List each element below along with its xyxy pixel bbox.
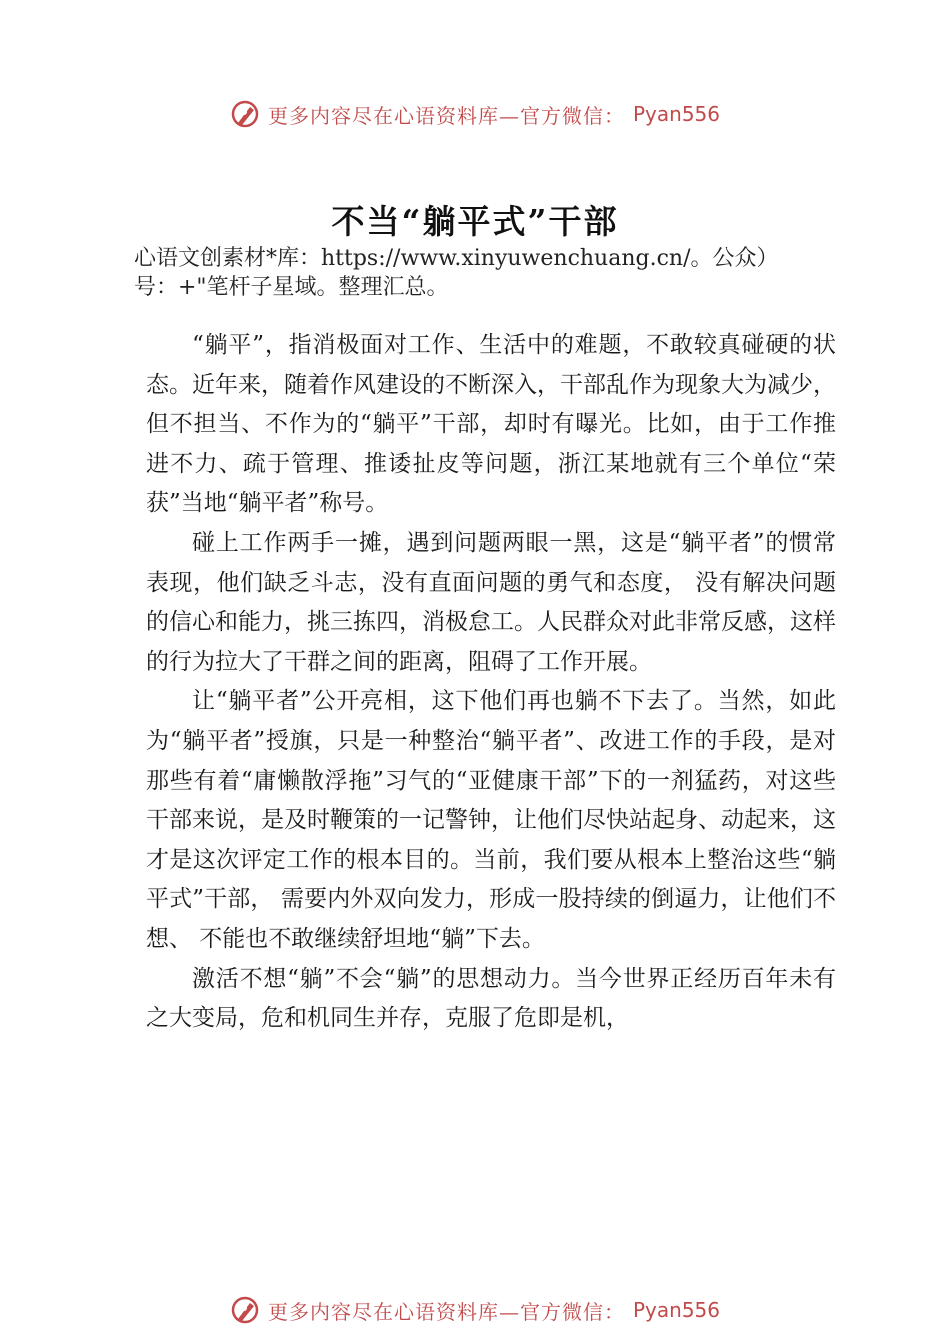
article-title: 不当“躺平式”干部: [331, 202, 619, 241]
footer-banner: [0, 1290, 950, 1330]
footer-wechat-id: Pyan556: [632, 1298, 720, 1322]
paragraph: 碰上工作两手一摊，遇到问题两眼一黑，这是“躺平者”的惯常表现，他们缺乏斗志，没有直面问题的勇气和态度， 没有解决问题的信心和能力，挑三拣四，消极怠工。人民群众对此非常反感，这样的行为拉大了干群之间的距离，阻碍了工作开展。: [146, 529, 836, 675]
paragraph: 激活不想“躺”不会“躺”的思想动力。当今世界正经历百年未有之大变局，危和机同生并存，克服了危即是机，: [146, 965, 836, 1032]
paragraph: “躺平”，指消极面对工作、生活中的难题，不敢较真碰硬的状态。近年来，随着作风建设的不断深入，干部乱作为现象大为减少，但不担当、不作为的“躺平”干部，却时有曝光。比如，由于工作推进不力、疏于管理、推诿扯皮等问题，浙江某地就有三个单位“荣获”当地“躺平者”称号。: [146, 332, 836, 517]
header-banner: [0, 94, 950, 134]
article-body: [146, 326, 836, 1039]
source-note: 心语文创素材*库：https://www.xinyuwenchuang.cn/。公众）号：+"笔杆子星域。整理汇总。: [134, 246, 779, 300]
footer-slogan: 更多内容尽在心语资料库—官方微信：: [267, 1299, 625, 1324]
pen-logo-icon: [230, 99, 260, 129]
header-slogan: 更多内容尽在心语资料库—官方微信：: [267, 103, 625, 128]
paragraph: 让“躺平者”公开亮相，这下他们再也躺不下去了。当然，如此为“躺平者”授旗，只是一种整治“躺平者”、改进工作的手段，是对那些有着“庸懒散浮拖”习气的“亚健康干部”下的一剂猛药，对这些干部来说，是及时鞭策的一记警钟，让他们尽快站起身、动起来，这才是这次评定工作的根本目的。当前，我们要从根本上整治这些“躺平式”干部， 需要内外双向发力，形成一股持续的倒逼力，让他们不想、 不能也不敢继续舒坦地“躺”下去。: [146, 688, 836, 952]
pen-logo-icon: [230, 1295, 260, 1325]
header-wechat-id: Pyan556: [632, 102, 720, 126]
